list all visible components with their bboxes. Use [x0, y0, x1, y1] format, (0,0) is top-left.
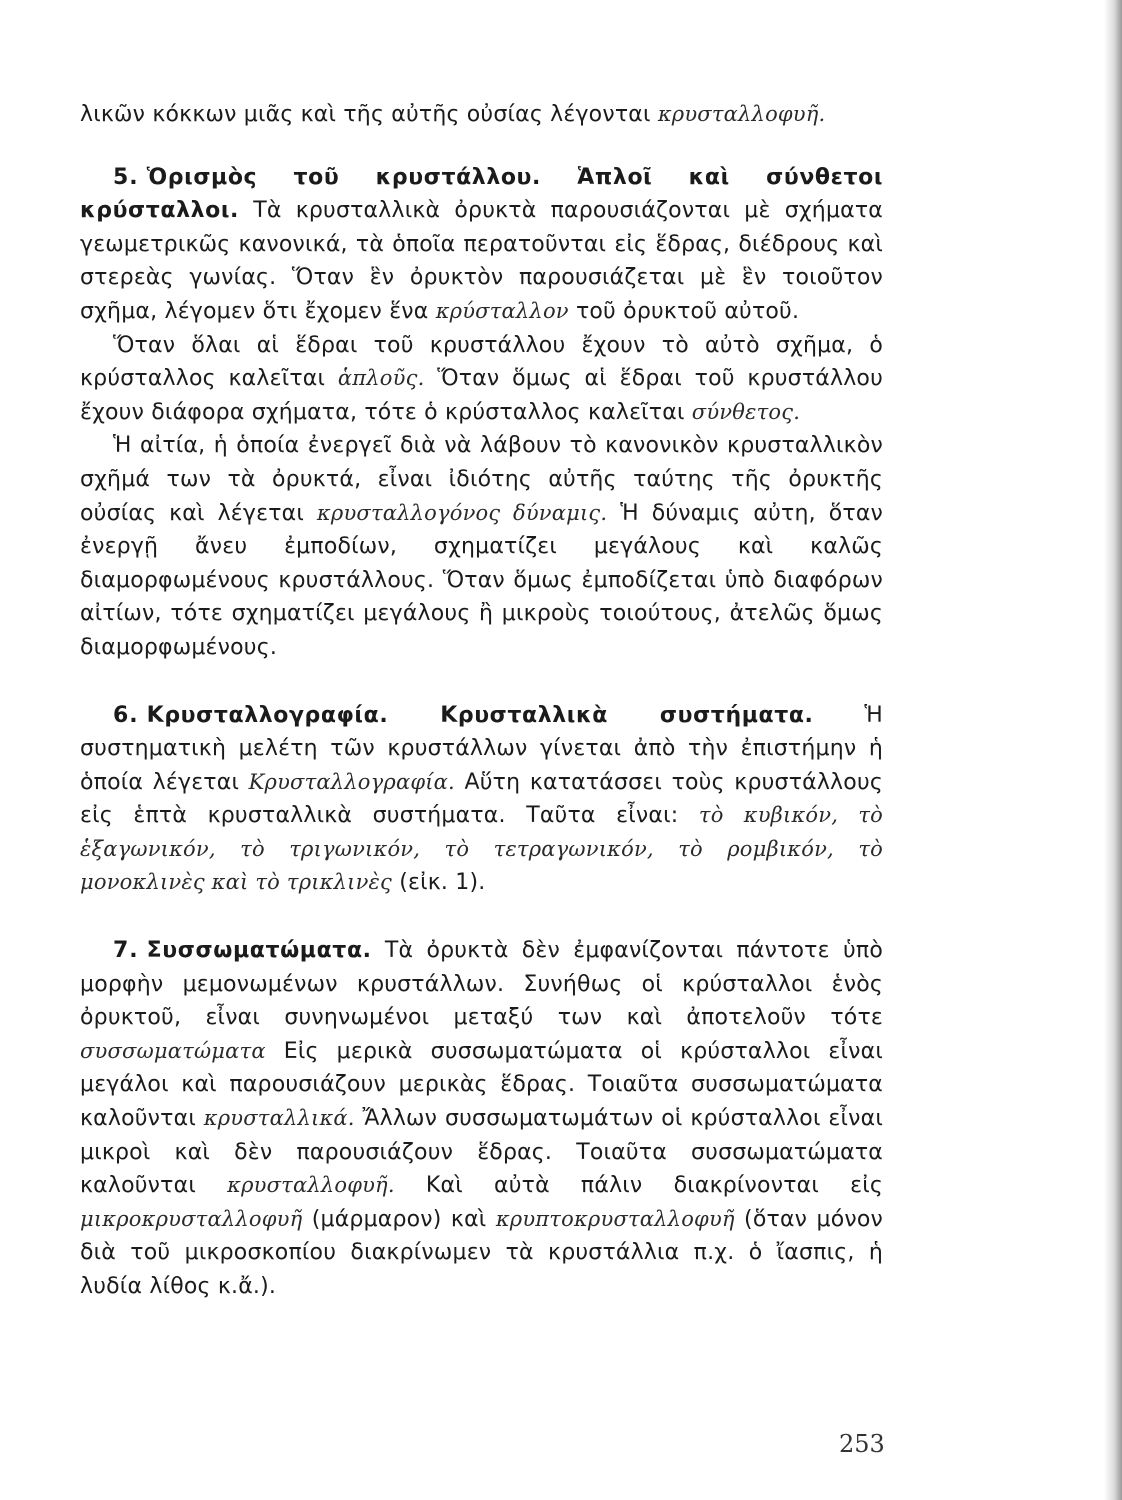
s7-italic-5: κρυπτοκρυσταλλοφυῆ: [495, 1206, 735, 1231]
s7-italic-2: κρυσταλλικά.: [203, 1106, 355, 1131]
continuation-line: [80, 98, 883, 132]
section-6-paragraph: [80, 699, 883, 901]
s5-p1-text-1: Τὰ κρυσταλλικὰ ὀρυκτὰ παρουσιάζονται μὲ σχήματα γεωμετρικῶς κανονικά, τὰ ὁποῖα περατοῦνται εἰς ἕδρας, διέδρους καὶ στερεὰς γωνίας. Ὅταν ἓν ὀρυκτὸν παρουσιάζεται μὲ ἓν τοιοῦτον σχῆμα, λέγομεν ὅτι ἔχομεν ἕνα: [80, 198, 883, 324]
s5-p3-text-1: Ἡ αἰτία, ἡ ὁποία ἐνεργεῖ διὰ νὰ λάβουν τὸ κανονικὸν κρυσταλλικὸν σχῆμά των τὰ ὀρυκτά, εἶναι ἰδιότης αὐτῆς ταύτης τῆς ὀρυκτῆς οὐσίας καὶ λέγεται: [80, 433, 883, 526]
s7-italic-1: συσσωματώματα: [80, 1038, 266, 1063]
s6-italic-1: Κρυσταλλογραφία.: [248, 769, 455, 794]
s6-text-2: Αὕτη κατατάσσει τοὺς κρυστάλλους εἰς ἑπτὰ κρυσταλλικὰ συστήματα. Ταῦτα εἶναι:: [80, 769, 883, 829]
section-7-number: 7.: [113, 938, 139, 964]
page-text: [80, 98, 883, 1304]
continuation-text: λικῶν κόκκων μιᾶς καὶ τῆς αὐτῆς οὐσίας λέγονται: [80, 102, 658, 127]
s6-italic-2: τὸ κυβικόν, τὸ ἑξαγωνικόν, τὸ τριγωνικόν, τὸ τετραγωνικόν, τὸ ρομβικόν, τὸ μονοκλινὲς καὶ τὸ τρικλινὲς: [80, 803, 883, 895]
s7-text-5: (μάρμαρον) καὶ: [302, 1206, 496, 1232]
s5-p2-text-2: Ὅταν ὅμως αἱ ἕδραι τοῦ κρυστάλλου ἔχουν διάφορα σχήματα, τότε ὁ κρύσταλλος καλεῖται: [80, 366, 884, 425]
s7-text-1: Τὰ ὀρυκτὰ δὲν ἐμφανίζονται πάντοτε ὑπὸ μορφὴν μεμονωμένων κρυστάλλων. Συνήθως οἱ κρύσταλλοι ἑνὸς ὀρυκτοῦ, εἶναι συνηνωμένοι μεταξύ των καὶ ἀποτελοῦν τότε: [80, 938, 883, 1031]
section-7-heading: Συσσωματώματα.: [146, 938, 372, 964]
s5-p1-text-2: τοῦ ὀρυκτοῦ αὐτοῦ.: [568, 298, 800, 324]
section-5-heading: Ὁρισμὸς τοῦ κρυστάλλου. Ἁπλοῖ καὶ σύνθετοι κρύσταλλοι.: [80, 164, 883, 224]
s5-p2-italic-2: σύνθετος.: [691, 399, 801, 424]
s5-p3-italic-1: κρυσταλλογόνος δύναμις.: [316, 500, 608, 525]
s6-text-1: Ἡ συστηματικὴ μελέτη τῶν κρυστάλλων γίνεται ἀπὸ τὴν ἐπιστήμην ἡ ὁποία λέγεται: [80, 702, 883, 795]
s7-italic-4: μικροκρυσταλλοφυῆ: [80, 1206, 303, 1231]
continuation-italic: κρυσταλλοφυῆ.: [657, 102, 826, 126]
s7-italic-3: κρυσταλλοφυῆ.: [227, 1173, 395, 1198]
section-6-number: 6.: [113, 702, 139, 728]
s5-p2-text-1: Ὅταν ὅλαι αἱ ἕδραι τοῦ κρυστάλλου ἔχουν τὸ αὐτὸ σχῆμα, ὁ κρύσταλλος καλεῖται: [80, 332, 883, 392]
page-edge-shadow: [1104, 0, 1122, 1500]
s5-p1-italic-1: κρύσταλλον: [435, 298, 569, 323]
section-5-paragraph-3: [80, 429, 883, 664]
s6-text-3: (εἰκ. 1).: [392, 870, 486, 896]
s5-p2-italic-1: ἁπλοῦς.: [337, 366, 425, 391]
s7-text-6: (ὅταν μόνον διὰ τοῦ μικροσκοπίου διακρίνωμεν τὰ κρυστάλλια π.χ. ὁ ἴασπις, ἡ λυδία λίθος κ.ἄ.).: [80, 1206, 883, 1299]
page-number: 253: [839, 1430, 885, 1458]
s5-p3-text-2: Ἡ δύναμις αὐτη, ὅταν ἐνεργῇ ἄνευ ἐμποδίων, σχηματίζει μεγάλους καὶ καλῶς διαμορφωμένους κρυστάλλους. Ὅταν ὅμως ἐμποδίζεται ὑπὸ διαφόρων αἰτίων, τότε σχηματίζει μεγάλους ἢ μικροὺς τοιούτους, ἀτελῶς ὅμως διαμορφωμένους.: [80, 500, 884, 660]
section-5-paragraph-2: [80, 329, 883, 430]
s7-text-3: Ἄλλων συσσωματωμάτων οἱ κρύσταλλοι εἶναι μικροὶ καὶ δὲν παρουσιάζουν ἕδρας. Τοιαῦτα συσσωματώματα καλοῦνται: [80, 1106, 883, 1199]
section-7-paragraph: [80, 934, 883, 1304]
section-5-paragraph-1: [80, 161, 883, 329]
section-6-heading: Κρυσταλλογραφία. Κρυσταλλικὰ συστήματα.: [146, 702, 814, 728]
section-5-number: 5.: [113, 164, 139, 190]
s7-text-4: Καὶ αὐτὰ πάλιν διακρίνονται εἰς: [394, 1173, 883, 1199]
s7-text-2: Εἰς μερικὰ συσσωματώματα οἱ κρύσταλλοι εἶναι μεγάλοι καὶ παρουσιάζουν μερικὰς ἕδρας. Τοιαῦτα συσσωματώματα καλοῦνται: [80, 1038, 883, 1132]
